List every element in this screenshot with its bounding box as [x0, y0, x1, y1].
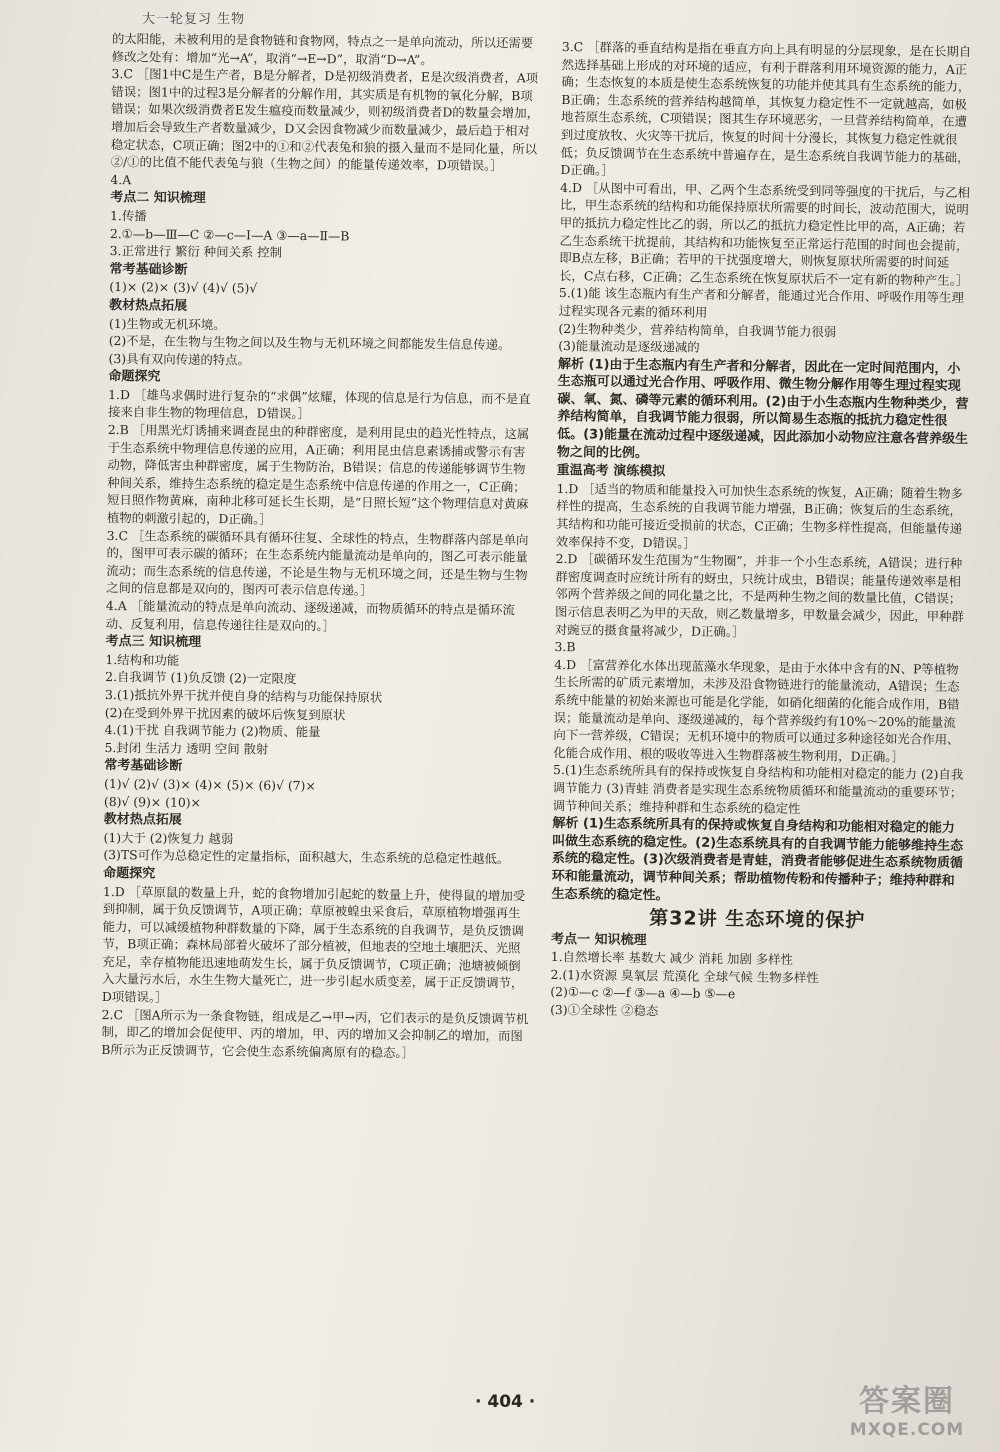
right-column-line: (3)能量流动是逐级递减的 [558, 338, 700, 355]
left-column-line: 2.C ［图A所示为一条食物链，组成是乙→甲→丙，它们表示的是负反馈调节机制，即乙的增加会促使甲、丙的增加，甲、丙的增加又会抑制乙的增加，而图B所示为正反馈调节，它会使生态系统偏离原有的稳态。］ [101, 1006, 529, 1061]
watermark [832, 1372, 982, 1444]
chapter-lines-line: 考点一 知识梳理 [550, 931, 647, 948]
chapter-lines-line: 2.(1)水资源 臭氧层 荒漠化 全球气候 生物多样性 [550, 966, 819, 986]
chapter-lines-line: (3)①全球性 ②稳态 [550, 1001, 659, 1019]
left-column-line: 常考基础诊断 [109, 261, 188, 278]
left-column-line: (1)大于 (2)恢复力 越弱 [103, 829, 234, 847]
chapter-lines-line: (2)①—c ②—f ③—a ④—b ⑤—e [550, 984, 736, 1002]
chapter-lines-line: 1.自然增长率 基数大 减少 消耗 加剧 多样性 [550, 949, 794, 968]
left-column-line: 3.C ［图1中C是生产者，B是分解者，D是初级消费者，E是次级消费者，A项错误；图1中的过程3是分解者的分解作用，其实质是有机物的氧化分解，B项错误；如果次级消费者E发生瘟疫而数量减少，则初级消费者D的数量会增加，增加后会导致生产者数量减少，D又会因食物减少而数量减少，最后趋于相对稳定状态，C项正确；图2中的①和②代表兔和狼的摄入量而不是同化量，所以②/①的比值不能代表兔与狼（生物之间）的能量传递效率，D项错误。］ [110, 66, 540, 174]
left-column-line: 4.(1)干扰 自我调节能力 (2)物质、能量 [104, 722, 321, 740]
left-column-line: 考点二 知识梳理 [110, 190, 206, 207]
left-column-line: 教材热点拓展 [103, 812, 182, 828]
right-column-line: 5.(1)能 该生态瓶内有生产者和分解者，能通过光合作用、呼吸作用等生理过程实现各元素的循环利用 [558, 285, 964, 320]
right-column-line: 4.D ［富营养化水体出现蓝藻水华现象，是由于水体中含有的N、P等植物生长所需的矿质元素增加，未涉及沿食物链进行的能量流动，A错误；生态系统中能量的初始来源也可能是化学能，如硝化细菌的化能合成作用，B错误；能量流动是单向、逐级递减的，每个营养级约有10%～20%的能量流向下一营养级，C错误；无机环境中的物质可以通过多种途径如光合作用、化能合成作用、根的吸收等进入生物群落被生物利用，D正确。］ [553, 656, 960, 764]
left-column-line: 命题探究 [108, 369, 161, 385]
left-column-line: (2)不是，在生物与生物之间以及生物与无机环境之间都能发生信息传递。 [108, 333, 511, 353]
left-column-line: 1.D ［草原鼠的数量上升，蛇的食物增加引起蛇的数量上升，使得鼠的增加受到抑制，属于负反馈调节，A项正确；草原被蝗虫采食后，草原植物增强再生能力，可以减缓植物种群数量的下降，属于生态系统的自我调节，是负反馈调节，B项正确；森林局部着火破坏了部分植被，但地表的空地土壤肥沃、光照充足，幸存植物能迅速地萌发生长，属于负反馈调节，C项正确；池塘被倾倒入大量污水后，水生生物大量死亡，进一步引起水质变差，属于正反馈调节，D项错误。］ [101, 883, 526, 1005]
left-column-line: 4.A ［能量流动的特点是单向流动、逐级递减，而物质循环的特点是循环流动、反复利用，信息传递往往是双向的。］ [105, 597, 515, 633]
chapter-body [550, 931, 963, 1024]
right-column-line: 4.D ［从图中可看出，甲、乙两个生态系统受到同等强度的干扰后，与乙相比，甲生态系统的结构和功能保持原状所需要的时间长，波动范围大，说明甲的抵抗力稳定性比乙的弱，所以乙的抵抗力稳定性比甲的高，A正确；若乙生态系统干扰提前，其结构和功能恢复至正常运行范围的时间也会提前，即B点左移，B正确；若甲的干扰强度增大，则恢复原状所需要的时间延长，C点右移，C正确；乙生态系统在恢复原状后不一定有新的物种产生。］ [559, 179, 971, 288]
chapter-title: 第32讲 生态环境的保护 [649, 907, 866, 932]
left-column-line: 3.正常进行 繁衍 种间关系 控制 [109, 243, 283, 260]
left-column-line: 2.B ［用黑光灯诱捕来调查昆虫的种群密度，是利用昆虫的趋光性特点，这属于生态系统中物理信息传递的应用，A正确；利用昆虫信息素诱捕或警示有害动物，降低害虫种群密度，属于生物防治，B错误；信息的传递能够调节生物种间关系，维持生态系统的稳定是生态系统中信息传递的作用之一，C正确；短日照作物黄麻，南种北移可延长生长期，是“日照长短”这个物理信息对黄麻植物的刺激引起的，D正确。］ [106, 422, 530, 527]
left-column-line: (1)× (2)× (3)√ (4)√ (5)√ [109, 279, 258, 296]
left-column-line: (3)TS可作为总稳定性的定量指标，面积越大，生态系统的总稳定性越低。 [103, 847, 510, 867]
left-column [101, 30, 542, 1063]
left-column-line: (8)√ (9)× (10)× [103, 793, 202, 810]
right-column-line: 2.D ［碳循环发生范围为“生物圈”，并非一个小生态系统，A错误；进行种群密度调查时应统计所有的蚜虫，只统计成虫，B错误；能量传递效率是相邻两个营养级之间的同化量之比，不是两种生物之间的数量比值，C错误；图示信息表明乙为甲的天敌，则乙数量增多，甲数量会减少，因此，甲种群对豌豆的摄食量将减少，D正确。］ [554, 551, 964, 639]
left-column-line: (1)√ (2)√ (3)× (4)× (5)× (6)√ (7)× [104, 775, 316, 794]
running-header: 大一轮复习 生物 [142, 12, 246, 27]
right-column-line: 3.B [554, 639, 576, 655]
left-column-line: 1.传播 [109, 207, 147, 224]
right-column-line: 3.C ［群落的垂直结构是指在垂直方向上具有明显的分层现象，是在长期自然选择基础上形成的对环境的适应，有利于群落利用环境资源的能力，A正确；生态恢复的本质是使生态系统恢复的功能并使其具有生态系统的能力，B正确；生态系统的营养结构越简单，其恢复力稳定性不一定就越高，如极地苔原生态系统，C项错误；图其生存环境恶劣，一旦营养结构简单，在遭到过度放牧、火灾等干扰后，恢复的时间十分漫长，其恢复力稳定性就很低；负反馈调节在生态系统中普遍存在，是生态系统自我调节能力的基础，D正确。］ [560, 38, 972, 178]
left-column-line: 3.(1)抵抗外界干扰并使自身的结构与功能保持原状 [104, 686, 383, 705]
left-column-line: 命题探究 [103, 865, 156, 882]
left-column-line: 1.D ［雄鸟求偶时进行复杂的“求偶”炫耀，体现的信息是行为信息，而不是直接来自非生物的物理信息，D错误。］ [107, 386, 531, 422]
left-column-line: (3)具有双向传递的特点。 [108, 350, 251, 368]
left-column-line: 教材热点拓展 [109, 297, 188, 314]
left-column-line: 2.①—b—Ⅲ—C ②—c—Ⅰ—A ③—a—Ⅱ—B [109, 225, 350, 244]
watermark-logo: 答案圈 [859, 1384, 955, 1419]
right-column-line: (2)生物种类少，营养结构简单，自我调节能力很弱 [558, 320, 837, 339]
right-column-line: 重温高考 演练模拟 [556, 463, 666, 480]
left-column-line: 的太阳能，未被利用的是食物链和食物网，特点之一是单向流动，所以还需要修改之处有：增加“光→A”，取消“→E→D”，取消“D→A”。 [111, 30, 534, 67]
left-column-line: (1)生物或无机环境。 [108, 315, 226, 332]
left-column-line: 3.C ［生态系统的碳循环具有循环往复、全球性的特点，生物群落内部是单向的，图甲可表示碳的循环；在生态系统内能量流动是单向的，图乙可表示能量流动；而生态系统的信息传递，不论是生物与无机环境之间，还是生物与生物之间的信息都是双向的，图丙可表示信息传递。］ [106, 527, 529, 599]
page-number: · 404 · [475, 1392, 536, 1412]
left-column-line: 考点三 知识梳理 [105, 634, 202, 651]
left-column-line: (2)在受到外界干扰因素的破坏后恢复到原状 [104, 704, 346, 723]
left-column-line: 2.自我调节 (1)负反馈 (2)一定限度 [105, 669, 297, 687]
right-column-line: 解析 (1)由于生态瓶内有生产者和分解者，因此在一定时间范围内，小生态瓶可以通过光合作用、呼吸作用、微生物分解作用等生理过程实现碳、氧、氮、磷等元素的循环利用。(2)由于小生态瓶内生物种类少，营养结构简单，自我调节能力很弱，所以简易生态瓶的抵抗力稳定性很低。(3)能量在流动过程中逐级递减，因此添加小动物应注意各营养级生物之间的比例。 [556, 356, 969, 461]
right-column [550, 38, 974, 1024]
left-column-line: 4.A [110, 171, 132, 187]
right-column-body [551, 38, 974, 908]
left-column-line: 常考基础诊断 [104, 758, 183, 775]
right-column-line: 解析 (1)生态系统所具有的保持或恢复自身结构和功能相对稳定的能力叫做生态系统的稳定性。(2)生态系统具有的自我调节能力能够维持生态系统的稳定性。(3)次级消费者是青蛙，消费者能够促进生态系统物质循环和能量流动，调节种间关系；帮助植物传粉和传播种子；维持种群和生态系统的稳定性。 [551, 816, 964, 903]
right-column-line: 1.D ［适当的物质和能量投入可加快生态系统的恢复，A正确；随着生物多样性的提高，生态系统的自我调节能力增强，B正确；恢复后的生态系统，其结构和功能可接近受损前的状态，C正确；生物多样性提高，但能量传递效率保持不变，D错误。］ [555, 480, 963, 551]
left-column-line: 1.结构和功能 [105, 651, 180, 668]
left-column-line: 5.封闭 生活力 透明 空间 散射 [104, 739, 269, 757]
watermark-url: MXQE.COM [849, 1420, 965, 1440]
right-column-line: 5.(1)生态系统所具有的保持或恢复自身结构和功能相对稳定的能力 (2)自我调节能力 (3)青蛙 消费者是实现生态系统物质循环和能量流动的重要环节；调节种间关系；维持种群和生态系统的稳定性 [552, 762, 964, 816]
